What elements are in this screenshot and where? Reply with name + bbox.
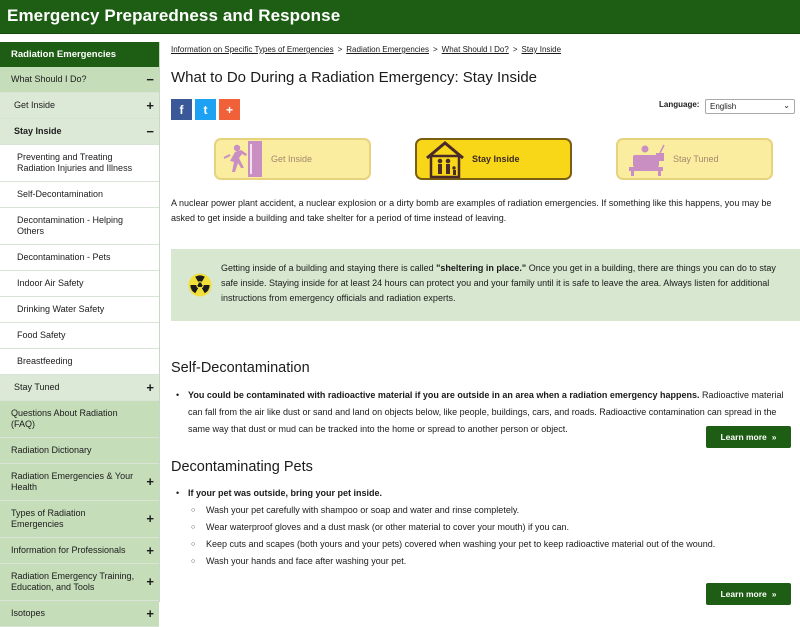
sidebar-item-label: Radiation Emergency Training, Education, and Tools xyxy=(11,571,135,592)
callout-text xyxy=(221,249,786,306)
sidebar-item-food-safety[interactable] xyxy=(0,323,159,349)
language-select[interactable] xyxy=(705,99,795,114)
sidebar-item-self-decontamination[interactable] xyxy=(0,182,159,208)
share-buttons xyxy=(171,99,240,120)
sidebar-item-label: Radiation Dictionary xyxy=(11,445,92,455)
sidebar-item-dictionary[interactable] xyxy=(0,438,159,464)
stay-tuned-button[interactable] xyxy=(616,138,773,180)
sidebar-item-label: Information for Professionals xyxy=(11,545,126,555)
stage-label: Get Inside xyxy=(271,154,313,164)
double-chevron-right-icon: » xyxy=(771,432,777,442)
sidebar-item-label: Preventing and Treating Radiation Injuries and Illness xyxy=(17,152,133,173)
expand-icon[interactable]: + xyxy=(146,573,154,589)
sidebar-item-label: Drinking Water Safety xyxy=(17,304,105,314)
self-decon-list xyxy=(188,387,790,438)
get-inside-button[interactable] xyxy=(214,138,371,180)
list-item: ○ Keep cuts and scapes (both yours and your pets) covered when washing your pet to keep radioactive material out of the wound. xyxy=(206,536,790,553)
collapse-icon[interactable]: − xyxy=(146,71,154,87)
breadcrumb-separator: > xyxy=(512,45,518,54)
stage-label: Stay Tuned xyxy=(673,154,719,164)
sidebar-item-preventing-treating[interactable] xyxy=(0,145,159,182)
pets-bold: If your pet was outside, bring your pet inside. xyxy=(188,488,383,498)
sidebar-item-get-inside[interactable] xyxy=(0,93,159,119)
expand-icon[interactable]: + xyxy=(146,97,154,113)
sidebar-item-decon-pets[interactable] xyxy=(0,245,159,271)
sidebar-item-label: Get Inside xyxy=(14,100,56,110)
sidebar-item-label: Decontamination - Helping Others xyxy=(17,215,124,236)
facebook-icon[interactable]: f xyxy=(171,99,192,120)
expand-icon[interactable]: + xyxy=(146,379,154,395)
list-item: ○ Wear waterproof gloves and a dust mask (or other material to cover your mouth) if you can. xyxy=(206,519,790,536)
house-family-icon xyxy=(417,140,472,178)
main-content xyxy=(171,42,800,599)
person-radio-icon xyxy=(618,140,673,178)
callout-text-after: Once you get in a building, there are things you can do to stay safe inside. Staying inside for at least 24 hours can protect you and your family until it is safe to leave the area. Always listen for additional instructions from emergency officials and radiation experts. xyxy=(221,263,776,303)
sidebar-item-stay-inside[interactable] xyxy=(0,119,159,145)
expand-icon[interactable]: + xyxy=(146,542,154,558)
decontaminating-pets-heading: Decontaminating Pets xyxy=(171,459,313,475)
callout-text-before: Getting inside of a building and staying there is called xyxy=(221,263,437,273)
list-item: ○ Wash your hands and face after washing your pet. xyxy=(206,553,790,570)
sidebar-item-label: Radiation Emergencies & Your Health xyxy=(11,471,134,492)
sidebar-item-professionals[interactable] xyxy=(0,538,159,564)
stay-inside-button[interactable] xyxy=(415,138,572,180)
breadcrumb-separator: > xyxy=(433,45,438,54)
sidebar-item-label: Types of Radiation Emergencies xyxy=(11,508,86,529)
site-title[interactable]: Emergency Preparedness and Response xyxy=(7,6,341,25)
sidebar-item-training[interactable] xyxy=(0,564,159,601)
breadcrumb-link[interactable]: Information on Specific Types of Emergencies xyxy=(171,45,334,54)
learn-more-button[interactable] xyxy=(706,426,791,448)
sidebar-item-label: Indoor Air Safety xyxy=(17,278,84,288)
callout-bold: "sheltering in place." xyxy=(436,263,527,273)
sidebar-item-your-health[interactable] xyxy=(0,464,159,501)
sidebar-item-label: Decontamination - Pets xyxy=(17,252,111,262)
sidebar-item-label: Breastfeeding xyxy=(17,356,73,366)
collapse-icon[interactable]: − xyxy=(146,123,154,139)
sidebar-item-stay-tuned[interactable] xyxy=(0,375,159,401)
list-item xyxy=(188,485,790,570)
sidebar-item-faq[interactable] xyxy=(0,401,159,438)
sidebar-header[interactable]: Radiation Emergencies xyxy=(0,42,159,67)
sidebar-item-label: Questions About Radiation (FAQ) xyxy=(11,408,118,429)
sidebar-item-isotopes[interactable] xyxy=(0,601,159,627)
list-item xyxy=(188,387,790,438)
sidebar-item-label: Food Safety xyxy=(17,330,66,340)
twitter-icon[interactable]: t xyxy=(195,99,216,120)
expand-icon[interactable]: + xyxy=(146,605,154,621)
intro-text: A nuclear power plant accident, a nuclear explosion or a dirty bomb are examples of radiation emergencies. If something like this happens, you may be asked to get inside a building and take shelter for a period of time instead of leaving. xyxy=(171,198,772,223)
sidebar-item-label: Self-Decontamination xyxy=(17,189,104,199)
language-selected: English xyxy=(710,102,737,111)
self-decon-bold: You could be contaminated with radioactive material if you are outside in an area when a radiation emergency happens. xyxy=(188,390,700,400)
sidebar-item-breastfeeding[interactable] xyxy=(0,349,159,375)
sidebar-item-label: Isotopes xyxy=(11,608,46,618)
learn-more-label: Learn more xyxy=(720,589,767,599)
sidebar-item-label: What Should I Do? xyxy=(11,74,87,84)
pets-steps xyxy=(188,502,790,570)
radiation-icon xyxy=(188,273,212,302)
sidebar-item-decon-helping-others[interactable] xyxy=(0,208,159,245)
sidebar-item-what-should-i-do[interactable] xyxy=(0,67,159,93)
breadcrumb-separator: > xyxy=(337,45,343,54)
learn-more-button[interactable] xyxy=(706,583,791,605)
site-header xyxy=(0,0,800,34)
learn-more-label: Learn more xyxy=(720,432,767,442)
list-item: ○ Wash your pet carefully with shampoo or soap and water and rinse completely. xyxy=(206,502,790,519)
language-label: Language: xyxy=(659,100,700,109)
sidebar-item-label: Stay Tuned xyxy=(14,382,60,392)
sidebar-item-label: Stay Inside xyxy=(14,126,62,136)
pets-list xyxy=(188,485,790,570)
self-decontamination-heading: Self-Decontamination xyxy=(171,360,310,376)
breadcrumb xyxy=(171,45,800,54)
sheltering-callout xyxy=(171,249,800,321)
stage-label: Stay Inside xyxy=(472,154,520,164)
sidebar-item-drinking-water[interactable] xyxy=(0,297,159,323)
page-title: What to Do During a Radiation Emergency: Stay Inside xyxy=(171,69,538,86)
sidebar-item-indoor-air[interactable] xyxy=(0,271,159,297)
chevron-down-icon: ⌄ xyxy=(783,101,790,110)
self-decon-text: Radioactive material can fall from the air like dust or sand and land on objects below, like people, buildings, cars, and roads. Radioactive contamination can spread in the same way that dust or mud can be tracked into the home or spread to another person or object. xyxy=(188,390,784,434)
share-more-icon[interactable]: + xyxy=(219,99,240,120)
breadcrumb-link[interactable]: What Should I Do? xyxy=(441,45,509,54)
double-chevron-right-icon: » xyxy=(771,589,777,599)
expand-icon[interactable]: + xyxy=(146,510,154,526)
running-person-door-icon xyxy=(216,140,271,178)
sidebar-item-types[interactable] xyxy=(0,501,159,538)
breadcrumb-link[interactable]: Stay Inside xyxy=(521,45,562,54)
breadcrumb-link[interactable]: Radiation Emergencies xyxy=(346,45,429,54)
expand-icon[interactable]: + xyxy=(146,473,154,489)
sidebar-nav xyxy=(0,42,160,621)
